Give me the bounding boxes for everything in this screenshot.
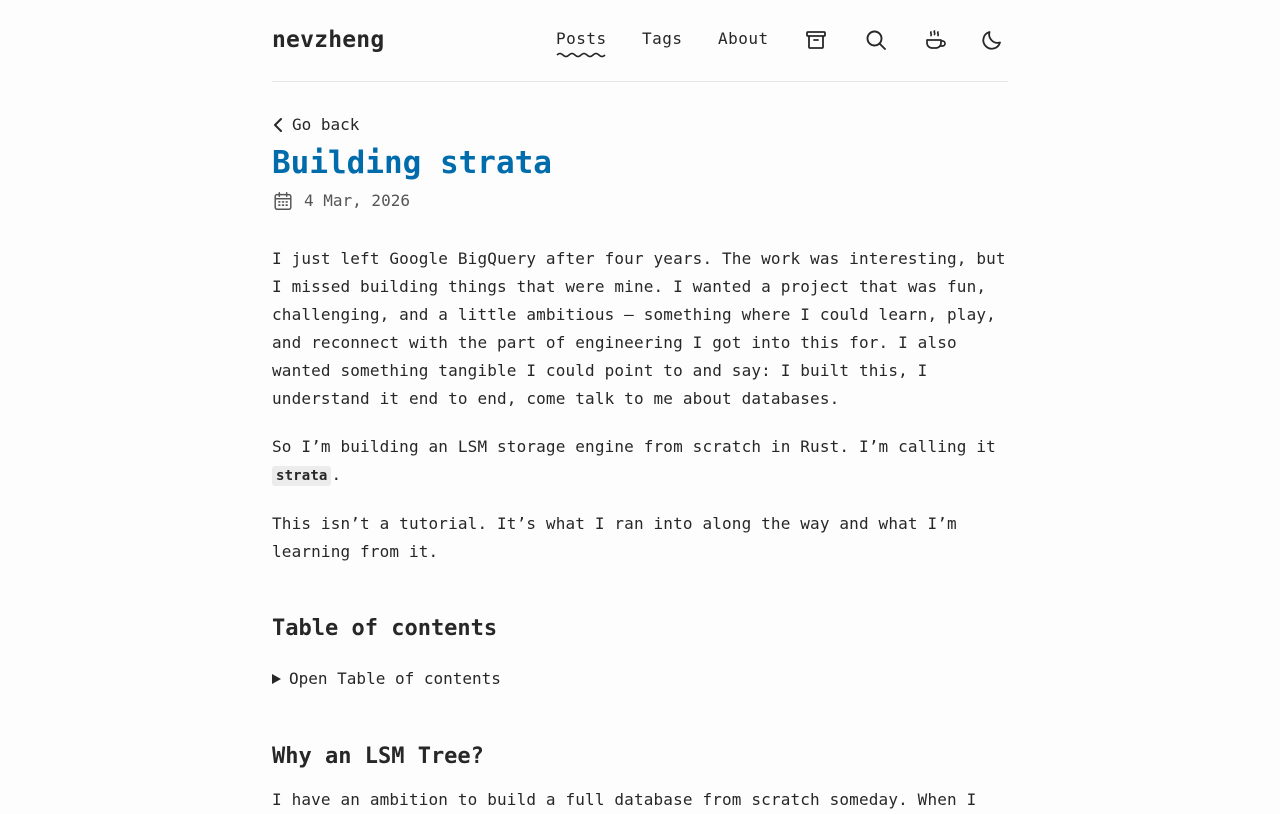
toc-heading: Table of contents	[272, 616, 498, 641]
toc-toggle-label: Open Table of contents	[289, 669, 501, 688]
coffee-icon[interactable]	[924, 28, 948, 52]
nav-about-link[interactable]: About	[718, 29, 769, 48]
search-icon[interactable]	[864, 28, 888, 52]
post-date-text: 4 Mar, 2026	[304, 191, 410, 210]
active-nav-underline	[556, 51, 606, 59]
paragraph-intro: I just left Google BigQuery after four years. The work was interesting, but I missed building things that were mine. I wanted a project that was fun, challenging, and a little ambitious — something where I could learn, play, and reconnect with the part of engineering I got into this for. I also wanted something tangible I could point to and say: I built this, I understand it end to end, come talk to me about databases.	[272, 249, 1006, 408]
chevron-left-icon	[272, 116, 286, 134]
post-date	[272, 190, 410, 212]
go-back-link[interactable]	[272, 114, 359, 136]
site-header	[272, 0, 1008, 82]
calendar-icon	[272, 190, 294, 212]
toc-toggle[interactable]	[272, 668, 501, 690]
paragraph-strata-text: So I’m building an LSM storage engine from scratch in Rust. I’m calling it	[272, 437, 996, 456]
site-title-link[interactable]: nevzheng	[272, 27, 385, 53]
nav-posts-link[interactable]: Posts	[556, 29, 607, 48]
go-back-label: Go back	[292, 115, 360, 134]
disclosure-triangle-icon	[272, 674, 281, 684]
page-container	[272, 0, 1008, 809]
paragraph-not-tutorial: This isn’t a tutorial. It’s what I ran into along the way and what I’m learning from it.	[272, 514, 957, 561]
moon-icon[interactable]	[980, 28, 1004, 52]
section-heading-why-lsm: Why an LSM Tree?	[272, 744, 484, 769]
post-content	[272, 245, 1008, 809]
nav-tags-link[interactable]: Tags	[642, 29, 683, 48]
archive-icon[interactable]	[804, 28, 828, 52]
paragraph-strata	[272, 433, 1008, 490]
inline-code-strata: strata	[272, 466, 331, 486]
paragraph-strata-end: .	[331, 465, 342, 484]
paragraph-ambition: I have an ambition to build a full database from scratch someday. When I	[272, 790, 977, 809]
post-title: Building strata	[272, 145, 552, 181]
